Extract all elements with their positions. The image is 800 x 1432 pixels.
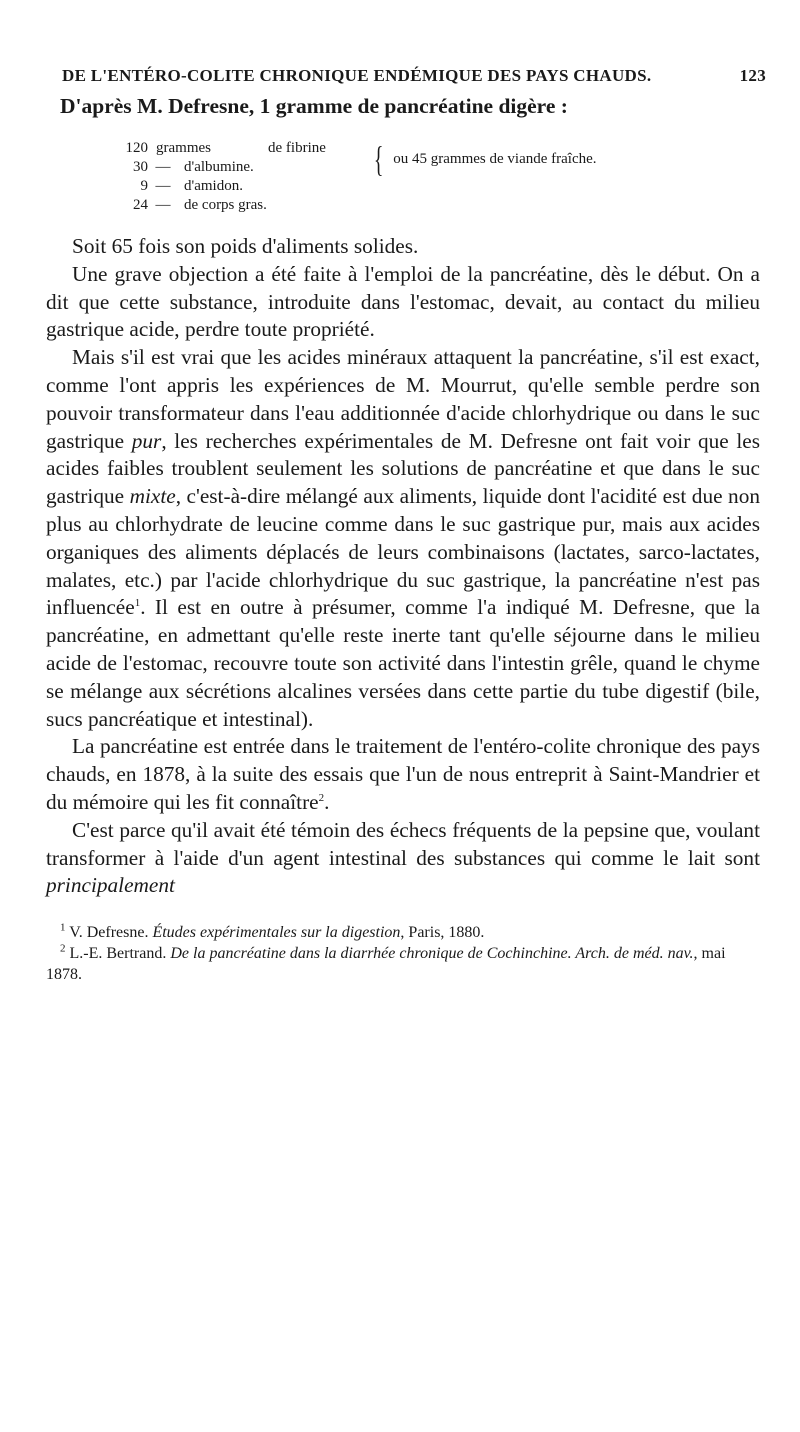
table-row [122,196,760,215]
book-page [46,66,766,985]
description: d'amidon. [184,178,243,194]
page-number: 123 [739,66,766,85]
brace-icon: { [373,139,384,179]
unit: grammes [156,140,211,156]
amount: 24 [133,197,148,213]
paragraph [46,261,760,344]
running-title: DE L'ENTÉRO-COLITE CHRONIQUE ENDÉMIQUE DES PAYS CHAUDS. [62,66,652,85]
footnote-rest: , Paris, 1880. [400,924,485,942]
footnotes [46,922,760,985]
paragraph-text: La pancréatine est entrée dans le traitement de l'entéro-colite chronique des pays chauds, en 1878, à la suite des essais que l'un de nous entreprit à Saint-Mandrier et du mémoire qui les fit connaître [46,734,760,814]
unit: — [155,178,171,194]
footnote-title: De la pancréatine dans la diarrhée chronique de Cochinchine. Arch. de méd. nav. [170,945,694,963]
footnote-title: Études expérimentales sur la digestion [152,924,401,942]
table-row [122,177,760,196]
body-text [46,233,760,900]
lead-sentence: D'après M. Defresne, 1 gramme de pancréatine digère : [60,94,568,118]
brace-note [370,141,597,177]
description: de corps gras. [184,197,267,213]
paragraph-text: Soit 65 fois son poids d'aliments solides. [72,234,419,258]
footnote-ref[interactable]: 2 [318,791,325,804]
paragraph-text: Mais s'il est vrai que les acides minéraux attaquent la pancréatine, s'il est exact, comme l'ont appris les expériences de M. Mourrut, qu'elle semble perdre son pouvoir transformateur dans l'eau additionnée d'acide chlorhydrique ou dans le suc gastrique [46,345,760,453]
paragraph-text: C'est parce qu'il avait été témoin des échecs fréquents de la pepsine que, voulant transformer à l'aide d'un agent intestinal des substances qui comme le lait sont [46,817,760,870]
digestion-table [122,139,760,215]
amount: 9 [140,178,148,194]
description: d'albumine. [184,159,254,175]
footnote [46,922,760,943]
paragraph-text: . [324,789,330,814]
footnote-mark: 1 [60,921,66,934]
emphasis: pur [131,428,162,453]
paragraph [46,733,760,816]
paragraph [46,817,760,900]
paragraph [46,233,760,261]
unit: — [155,197,171,213]
page-header [46,66,766,86]
emphasis: mixte [129,484,176,509]
paragraph-text: , les recherches expérimentales de M. Defresne ont fait voir que les acides faibles troublent seulement les solutions de pancréatine et que dans le suc gastrique [46,428,761,509]
paragraph-text: Une grave objection a été faite à l'emploi de la pancréatine, dès le début. On a dit que cette substance, introduite dans l'estomac, devait, au contact du milieu gastrique acide, perdre toute propriété. [46,261,760,342]
footnote-rest: , mai 1878. [46,945,726,984]
description: de fibrine [268,140,326,156]
paragraph [46,344,760,733]
unit: — [155,159,171,175]
paragraph-text: , c'est-à-dire mélangé aux aliments, liquide dont l'acidité est due non plus au chlorhydrate de leucine comme dans le suc gastrique pur, mais aux acides organiques des aliments déplacés de leurs combinaisons (lactates, sarco-lactates, malates, etc.) par l'acide chlorhydrique du suc gastrique, la pancréatine n'est pas influencée [46,484,760,620]
footnote-ref[interactable]: 1 [134,597,141,610]
brace-note-text: ou 45 grammes de viande fraîche. [393,150,597,167]
paragraph-text: . Il est en outre à présumer, comme l'a indiqué M. Defresne, que la pancréatine, en admettant qu'elle reste inerte tant qu'elle séjourne dans le milieu acide de l'estomac, recouvre toute son activité dans l'intestin grêle, quand le chyme se mélange aux sécrétions alcalines versées dans cette partie du tube digestif (bile, sucs pancréatique et intestinal). [46,595,760,731]
amount: 30 [133,159,148,175]
emphasis: principalement [46,873,175,898]
amount: 120 [125,140,148,156]
footnote [46,943,760,985]
footnote-author: L.-E. Bertrand. [69,945,171,963]
footnote-mark: 2 [60,942,66,955]
footnote-author: V. Defresne. [69,924,153,942]
